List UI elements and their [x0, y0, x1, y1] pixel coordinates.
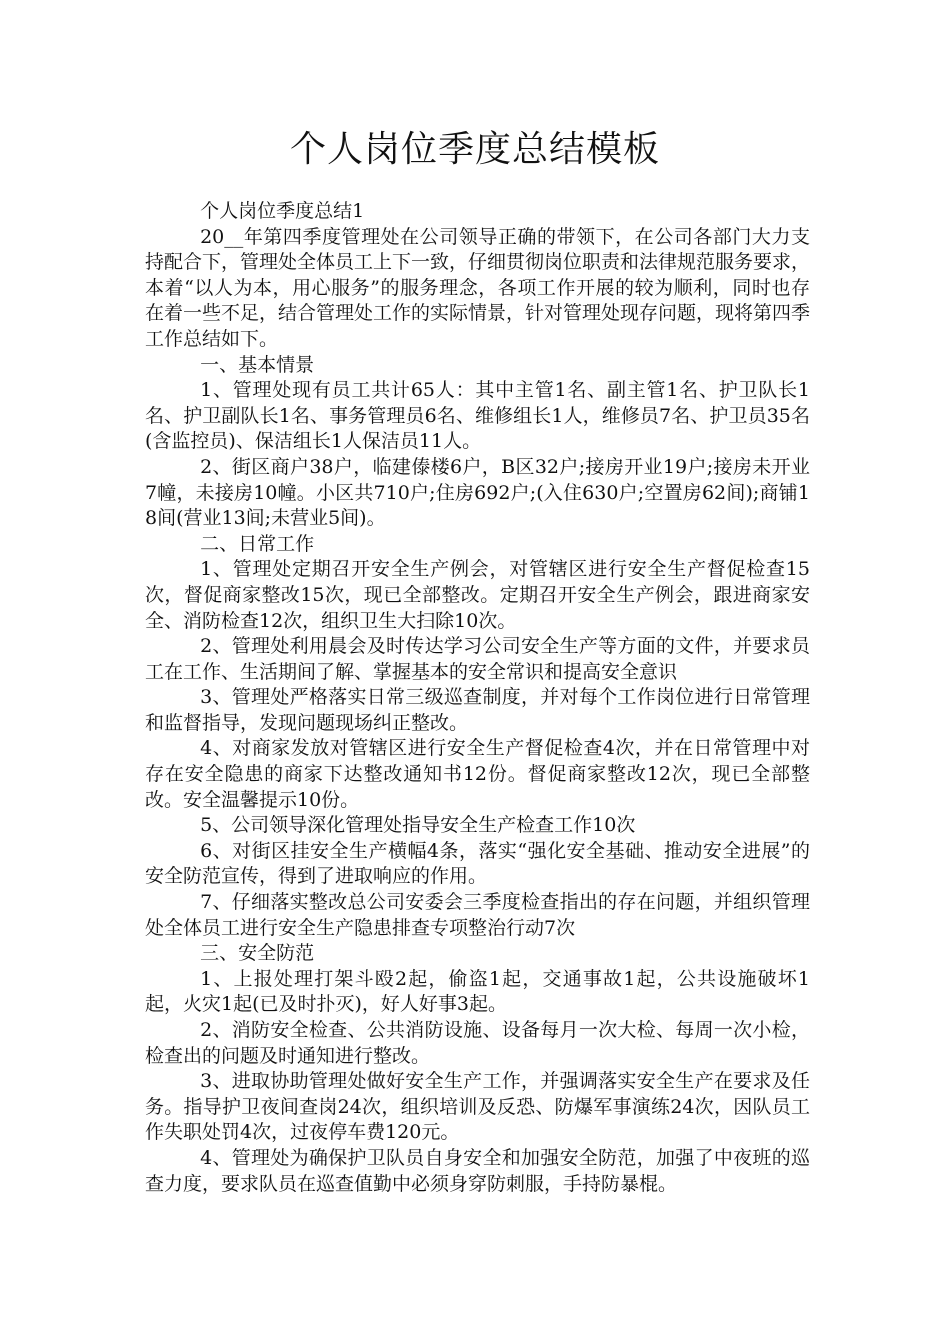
section-heading-basic: 一、基本情景 [200, 353, 315, 376]
paragraph-daily-5: 5、公司领导深化管理处指导安全生产检查工作10次 [200, 814, 636, 837]
document-body [145, 199, 810, 1197]
paragraph-intro: 20__年第四季度管理处在公司领导正确的带领下，在公司各部门大力支持配合下，管理处全体员工上下一致，仔细贯彻岗位职责和法律规范服务要求，本着“以人为本，用心服务”的服务理念，各项工作开展的较为顺利，同时也存在着一些不足，结合管理处工作的实际情景，针对管理处现存问题，现将第四季工作总结如下。 [145, 225, 811, 350]
paragraph-subtitle: 个人岗位季度总结1 [200, 200, 365, 222]
paragraph-safety-4: 4、管理处为确保护卫队员自身安全和加强安全防范，加强了中夜班的巡查力度，要求队员在巡查值勤中必须身穿防刺服，手持防暴棍。 [145, 1146, 810, 1195]
paragraph-safety-3: 3、进取协助管理处做好安全生产工作，并强调落实安全生产在要求及任务。指导护卫夜间查岗24次，组织培训及反恐、防爆军事演练24次，因队员工作失职处罚4次，过夜停车费120元。 [145, 1070, 810, 1144]
document-title: 个人岗位季度总结模板 [289, 129, 660, 170]
paragraph-daily-7: 7、仔细落实整改总公司安委会三季度检查指出的存在问题，并组织管理处全体员工进行安全生产隐患排查专项整治行动7次 [145, 891, 810, 939]
section-heading-daily: 二、日常工作 [200, 532, 315, 555]
paragraph-basic-2: 2、街区商户38户，临建傣楼6户，B区32户;接房开业19户;接房未开业7幢，未接房10幢。小区共710户;住房692户;(入住630户;空置房62间);商铺18间(营业13间;未营业5间)。 [145, 455, 810, 530]
paragraph-safety-2: 2、消防安全检查、公共消防设施、设备每月一次大检、每周一次小检，检查出的问题及时通知进行整改。 [145, 1019, 810, 1067]
paragraph-basic-1: 1、管理处现有员工共计65人：其中主管1名、副主管1名、护卫队长1名、护卫副队长1名、事务管理员6名、维修组长1人，维修员7名、护卫员35名(含监控员)、保洁组长1人保洁员11人。 [145, 379, 810, 453]
paragraph-daily-6: 6、对街区挂安全生产横幅4条，落实“强化安全基础、推动安全进展”的安全防范宣传，得到了进取响应的作用。 [145, 839, 810, 888]
paragraph-daily-3: 3、管理处严格落实日常三级巡查制度，并对每个工作岗位进行日常管理和监督指导，发现问题现场纠正整改。 [145, 686, 810, 734]
section-heading-safety: 三、安全防范 [200, 942, 315, 965]
paragraph-daily-4: 4、对商家发放对管辖区进行安全生产督促检查4次，并在日常管理中对存在安全隐患的商家下达整改通知书12份。督促商家整改12次，现已全部整改。安全温馨提示10份。 [145, 737, 810, 811]
paragraph-daily-1: 1、管理处定期召开安全生产例会，对管辖区进行安全生产督促检查15次，督促商家整改15次，现已全部整改。定期召开安全生产例会，跟进商家安全、消防检查12次，组织卫生大扫除10次。 [145, 558, 810, 632]
paragraph-daily-2: 2、管理处利用晨会及时传达学习公司安全生产等方面的文件，并要求员工在工作、生活期间了解、掌握基本的安全常识和提高安全意识 [145, 635, 810, 683]
paragraph-safety-1: 1、上报处理打架斗殴2起，偷盗1起，交通事故1起，公共设施破坏1起，火灾1起(已及时扑灭)，好人好事3起。 [145, 967, 810, 1016]
